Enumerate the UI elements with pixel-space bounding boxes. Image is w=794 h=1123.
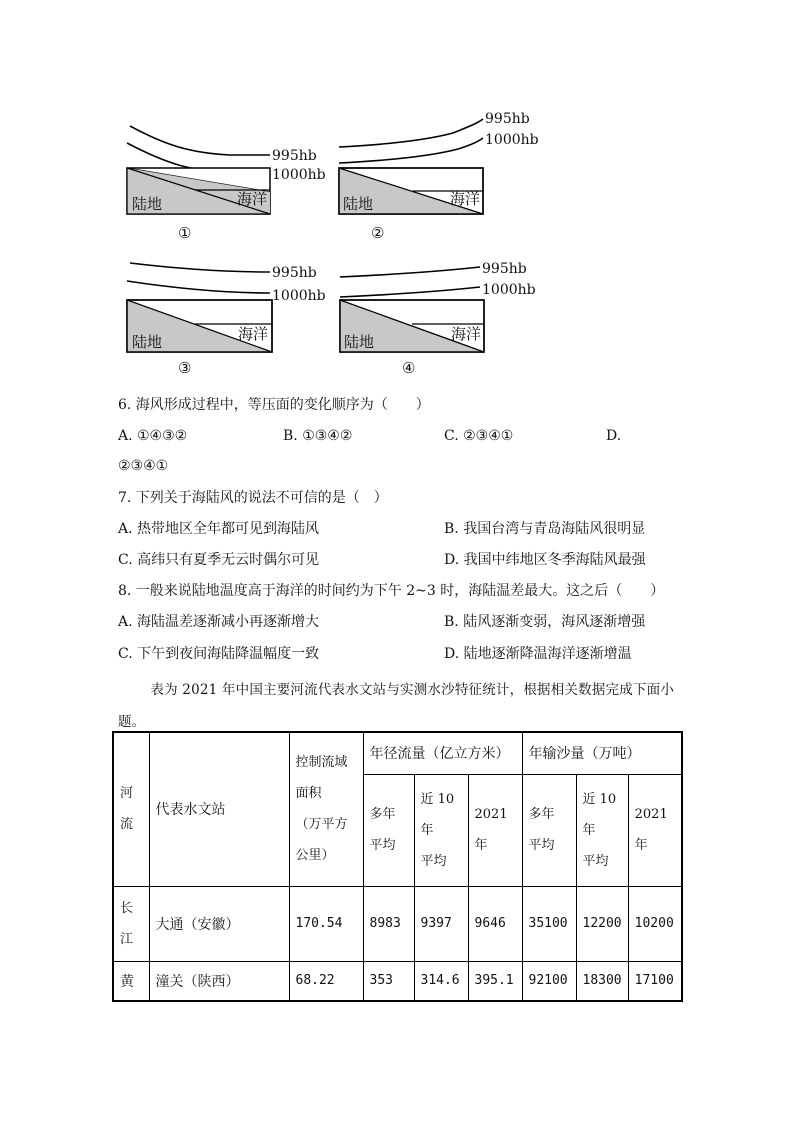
cell-flow-recent: 9397	[414, 886, 468, 961]
sub-header-recent-sediment: 近 10 年 平均	[576, 774, 628, 886]
isobar-1000-label: 1000hb	[485, 132, 539, 148]
header-annual-flow: 年径流量（亿立方米）	[363, 732, 522, 774]
q6-option-a[interactable]: A. ①④③②	[118, 428, 188, 444]
sub-header-2021-sediment: 2021 年	[628, 774, 682, 886]
hydrology-table	[112, 731, 683, 1002]
table-row	[113, 961, 682, 1001]
cell-flow-2021: 9646	[468, 886, 522, 961]
cell-sediment-2021: 10200	[628, 886, 682, 961]
isobar-1000-label: 1000hb	[482, 282, 536, 298]
sea-label: 海洋	[450, 190, 481, 208]
question-6-stem: 6. 海风形成过程中，等压面的变化顺序为（ ）	[118, 397, 430, 413]
header-annual-sediment: 年输沙量（万吨）	[522, 732, 682, 774]
q8-option-c[interactable]: C. 下午到夜间海陆降温幅度一致	[118, 646, 320, 662]
diagram-1	[120, 115, 340, 249]
cell-flow-2021: 395.1	[468, 961, 522, 1001]
sub-header-multiyear-sediment: 多年 平均	[522, 774, 576, 886]
cell-river: 长 江	[113, 886, 149, 961]
sea-label: 海洋	[237, 190, 268, 208]
diagram-number: ①	[178, 224, 192, 242]
isobar-1000	[339, 138, 483, 163]
isobar-1000	[127, 281, 270, 293]
isobar-995	[340, 267, 480, 277]
q7-option-d[interactable]: D. 我国中纬地区冬季海陆风最强	[444, 552, 646, 568]
sub-header-multiyear-flow: 多年 平均	[363, 774, 414, 886]
isobar-1000	[340, 287, 480, 297]
q7-option-c[interactable]: C. 高纬只有夏季无云时偶尔可见	[118, 552, 320, 568]
isobar-995-label: 995hb	[272, 148, 317, 164]
isobar-995	[339, 119, 483, 147]
isobar-995-label: 995hb	[485, 111, 530, 127]
diagram-number: ③	[178, 359, 192, 377]
table-row	[113, 886, 682, 961]
cell-sediment-multiyear: 35100	[522, 886, 576, 961]
question-7-stem: 7. 下列关于海陆风的说法不可信的是（ ）	[118, 490, 388, 506]
q6-option-d[interactable]: D.	[606, 428, 622, 444]
header-station: 代表水文站	[149, 732, 289, 886]
cell-river: 黄	[113, 961, 149, 1001]
cell-station: 大通（安徽）	[149, 886, 289, 961]
land-label: 陆地	[132, 195, 163, 213]
isobar-995	[130, 263, 270, 272]
diagram-3	[120, 255, 340, 384]
q7-option-a[interactable]: A. 热带地区全年都可见到海陆风	[118, 521, 320, 537]
diagram-2	[333, 105, 553, 249]
sea-label: 海洋	[451, 325, 482, 343]
header-river: 河 流	[113, 732, 149, 886]
isobar-1000-label: 1000hb	[272, 288, 326, 304]
land-label: 陆地	[343, 195, 374, 213]
cell-area: 170.54	[289, 886, 363, 961]
q6-option-b[interactable]: B. ①③④②	[283, 428, 353, 444]
question-8-stem: 8. 一般来说陆地温度高于海洋的时间约为下午 2~3 时，海陆温差最大。这之后（ ）	[118, 583, 665, 599]
cell-sediment-recent: 18300	[576, 961, 628, 1001]
table-intro: 表为 2021 年中国主要河流代表水文站与实测水沙特征统计，根据相关数据完成下面小题。	[118, 682, 675, 730]
diagram-4	[334, 255, 554, 384]
sea-label: 海洋	[238, 325, 269, 343]
header-area: 控制流域 面积 （万平方 公里）	[289, 732, 363, 886]
isobar-1000-label: 1000hb	[272, 167, 326, 183]
cell-sediment-2021: 17100	[628, 961, 682, 1001]
land-label: 陆地	[132, 333, 163, 351]
isobar-995-label: 995hb	[272, 265, 317, 281]
sub-header-recent-flow: 近 10 年 平均	[414, 774, 468, 886]
q6-option-d-content: ②③④①	[118, 458, 169, 474]
diagram-number: ④	[402, 359, 416, 377]
q8-option-a[interactable]: A. 海陆温差逐渐减小再逐渐增大	[118, 614, 320, 630]
cell-area: 68.22	[289, 961, 363, 1001]
diagram-number: ②	[371, 224, 385, 242]
land-label: 陆地	[344, 333, 375, 351]
cell-flow-recent: 314.6	[414, 961, 468, 1001]
cell-flow-multiyear: 353	[363, 961, 414, 1001]
sub-header-2021-flow: 2021 年	[468, 774, 522, 886]
q7-option-b[interactable]: B. 我国台湾与青岛海陆风很明显	[444, 521, 646, 537]
q6-option-c[interactable]: C. ②③④①	[444, 428, 514, 444]
cell-flow-multiyear: 8983	[363, 886, 414, 961]
cell-sediment-multiyear: 92100	[522, 961, 576, 1001]
cell-sediment-recent: 12200	[576, 886, 628, 961]
isobar-995-label: 995hb	[482, 261, 527, 277]
q8-option-b[interactable]: B. 陆风逐渐变弱，海风逐渐增强	[444, 614, 646, 630]
cell-station: 潼关（陕西）	[149, 961, 289, 1001]
q8-option-d[interactable]: D. 陆地逐渐降温海洋逐渐增温	[444, 646, 632, 662]
isobar-995	[130, 126, 270, 155]
